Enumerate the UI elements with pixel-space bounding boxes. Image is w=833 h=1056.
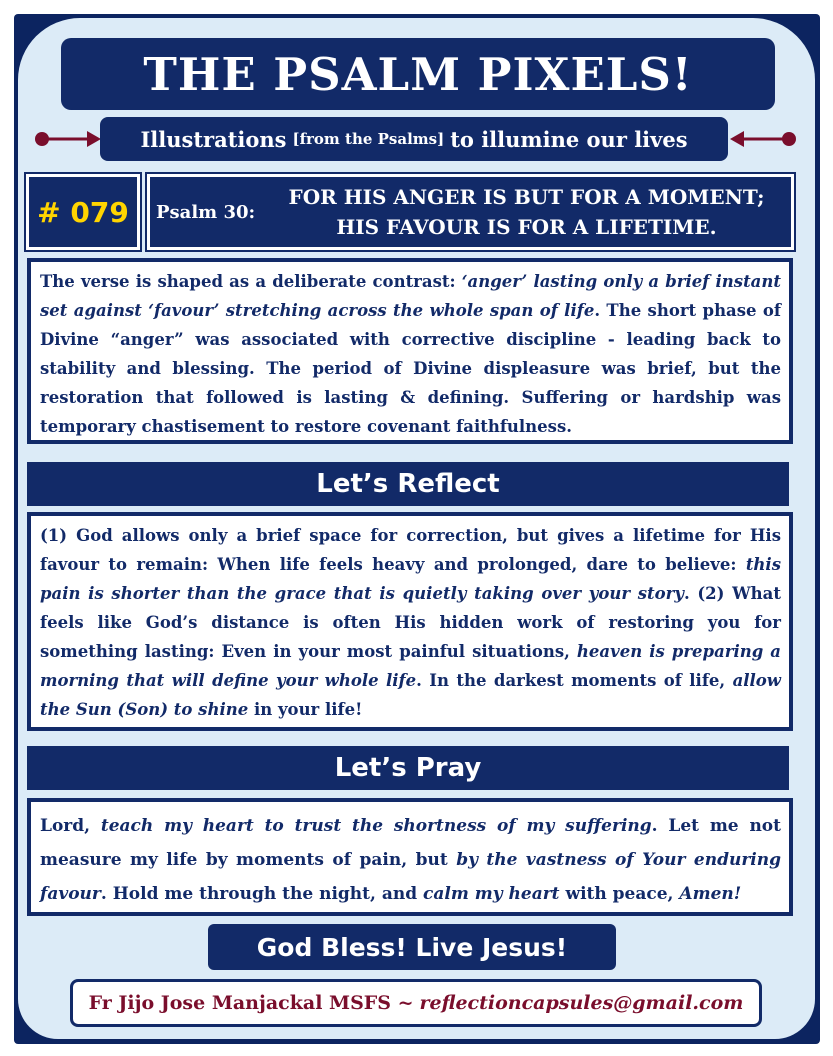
explanation-text: . The short phase of Divine “anger” was associated with corrective discipline - leading back to stability and blessing. The period of Divine displeasure was brief, but the restoration that followed is lasting & defining. Suffering or hardship was temporary chastisement to restore covenant faithfulness. — [40, 301, 781, 436]
prayer-emphasis: by the vastness of Your enduring favour — [40, 850, 781, 904]
psalm-verse-banner — [147, 174, 794, 250]
subtitle-text-start: Illustrations — [140, 126, 287, 152]
page-title: THE PSALM PIXELS! — [61, 38, 775, 110]
subtitle-text-end: to illumine our lives — [450, 126, 688, 152]
author-name: Fr Jijo Jose Manjackal MSFS ~ — [88, 992, 414, 1014]
prayer-paragraph — [27, 798, 793, 916]
explanation-paragraph — [27, 258, 793, 444]
page-background — [18, 18, 815, 1039]
psalm-verse-text — [266, 182, 791, 242]
prayer-emphasis: teach my heart to trust the shortness of my suffering — [100, 816, 652, 836]
author-credit — [70, 979, 762, 1027]
left-arrow-icon — [33, 126, 103, 152]
entry-number-badge: # 079 — [26, 174, 140, 250]
reflect-paragraph — [27, 512, 793, 731]
explanation-text: The verse is shaped as a deliberate contrast: — [40, 272, 462, 291]
prayer-text: . Let me not measure my life by moments of pain, but — [40, 816, 781, 870]
blessing-banner: God Bless! Live Jesus! — [208, 924, 616, 970]
reflect-emphasis: this pain is shorter than the grace that is quietly taking over your story — [40, 555, 781, 603]
reflect-heading: Let’s Reflect — [27, 462, 789, 506]
reflect-text: . (2) What feels like God’s distance is often His hidden work of restoring you for something lasting: Even in your most painful situations, — [40, 584, 781, 661]
subtitle-bracket-text: [from the Psalms] — [292, 130, 445, 148]
verse-line-2: HIS FAVOUR IS FOR A LIFETIME. — [336, 215, 717, 239]
page-frame — [14, 14, 820, 1044]
right-arrow-icon — [728, 126, 798, 152]
reflect-text: in your life! — [248, 700, 363, 719]
explanation-emphasis: ‘anger’ lasting only a brief instant set against ‘favour’ stretching across the whole span of life — [40, 272, 781, 320]
prayer-text: Lord, — [40, 816, 101, 836]
reflect-emphasis: heaven is preparing a morning that will define your whole life — [40, 642, 781, 690]
prayer-text: . Hold me through the night, and — [100, 884, 424, 904]
prayer-emphasis: calm my heart — [423, 884, 560, 904]
reflect-emphasis: allow the Sun (Son) to shine — [40, 671, 781, 719]
reflect-text: . In the darkest moments of life, — [416, 671, 733, 690]
author-email[interactable]: reflectioncapsules@gmail.com — [419, 992, 744, 1014]
prayer-emphasis: Amen! — [679, 884, 742, 904]
pray-heading: Let’s Pray — [27, 746, 789, 790]
subtitle-banner — [100, 117, 728, 161]
prayer-text: with peace, — [559, 884, 680, 904]
psalm-reference: Psalm 30: — [156, 201, 256, 223]
reflect-text: (1) God allows only a brief space for correction, but gives a lifetime for His favour to remain: When life feels heavy and prolonged, dare to believe: — [40, 526, 781, 574]
verse-line-1: FOR HIS ANGER IS BUT FOR A MOMENT; — [288, 185, 765, 209]
